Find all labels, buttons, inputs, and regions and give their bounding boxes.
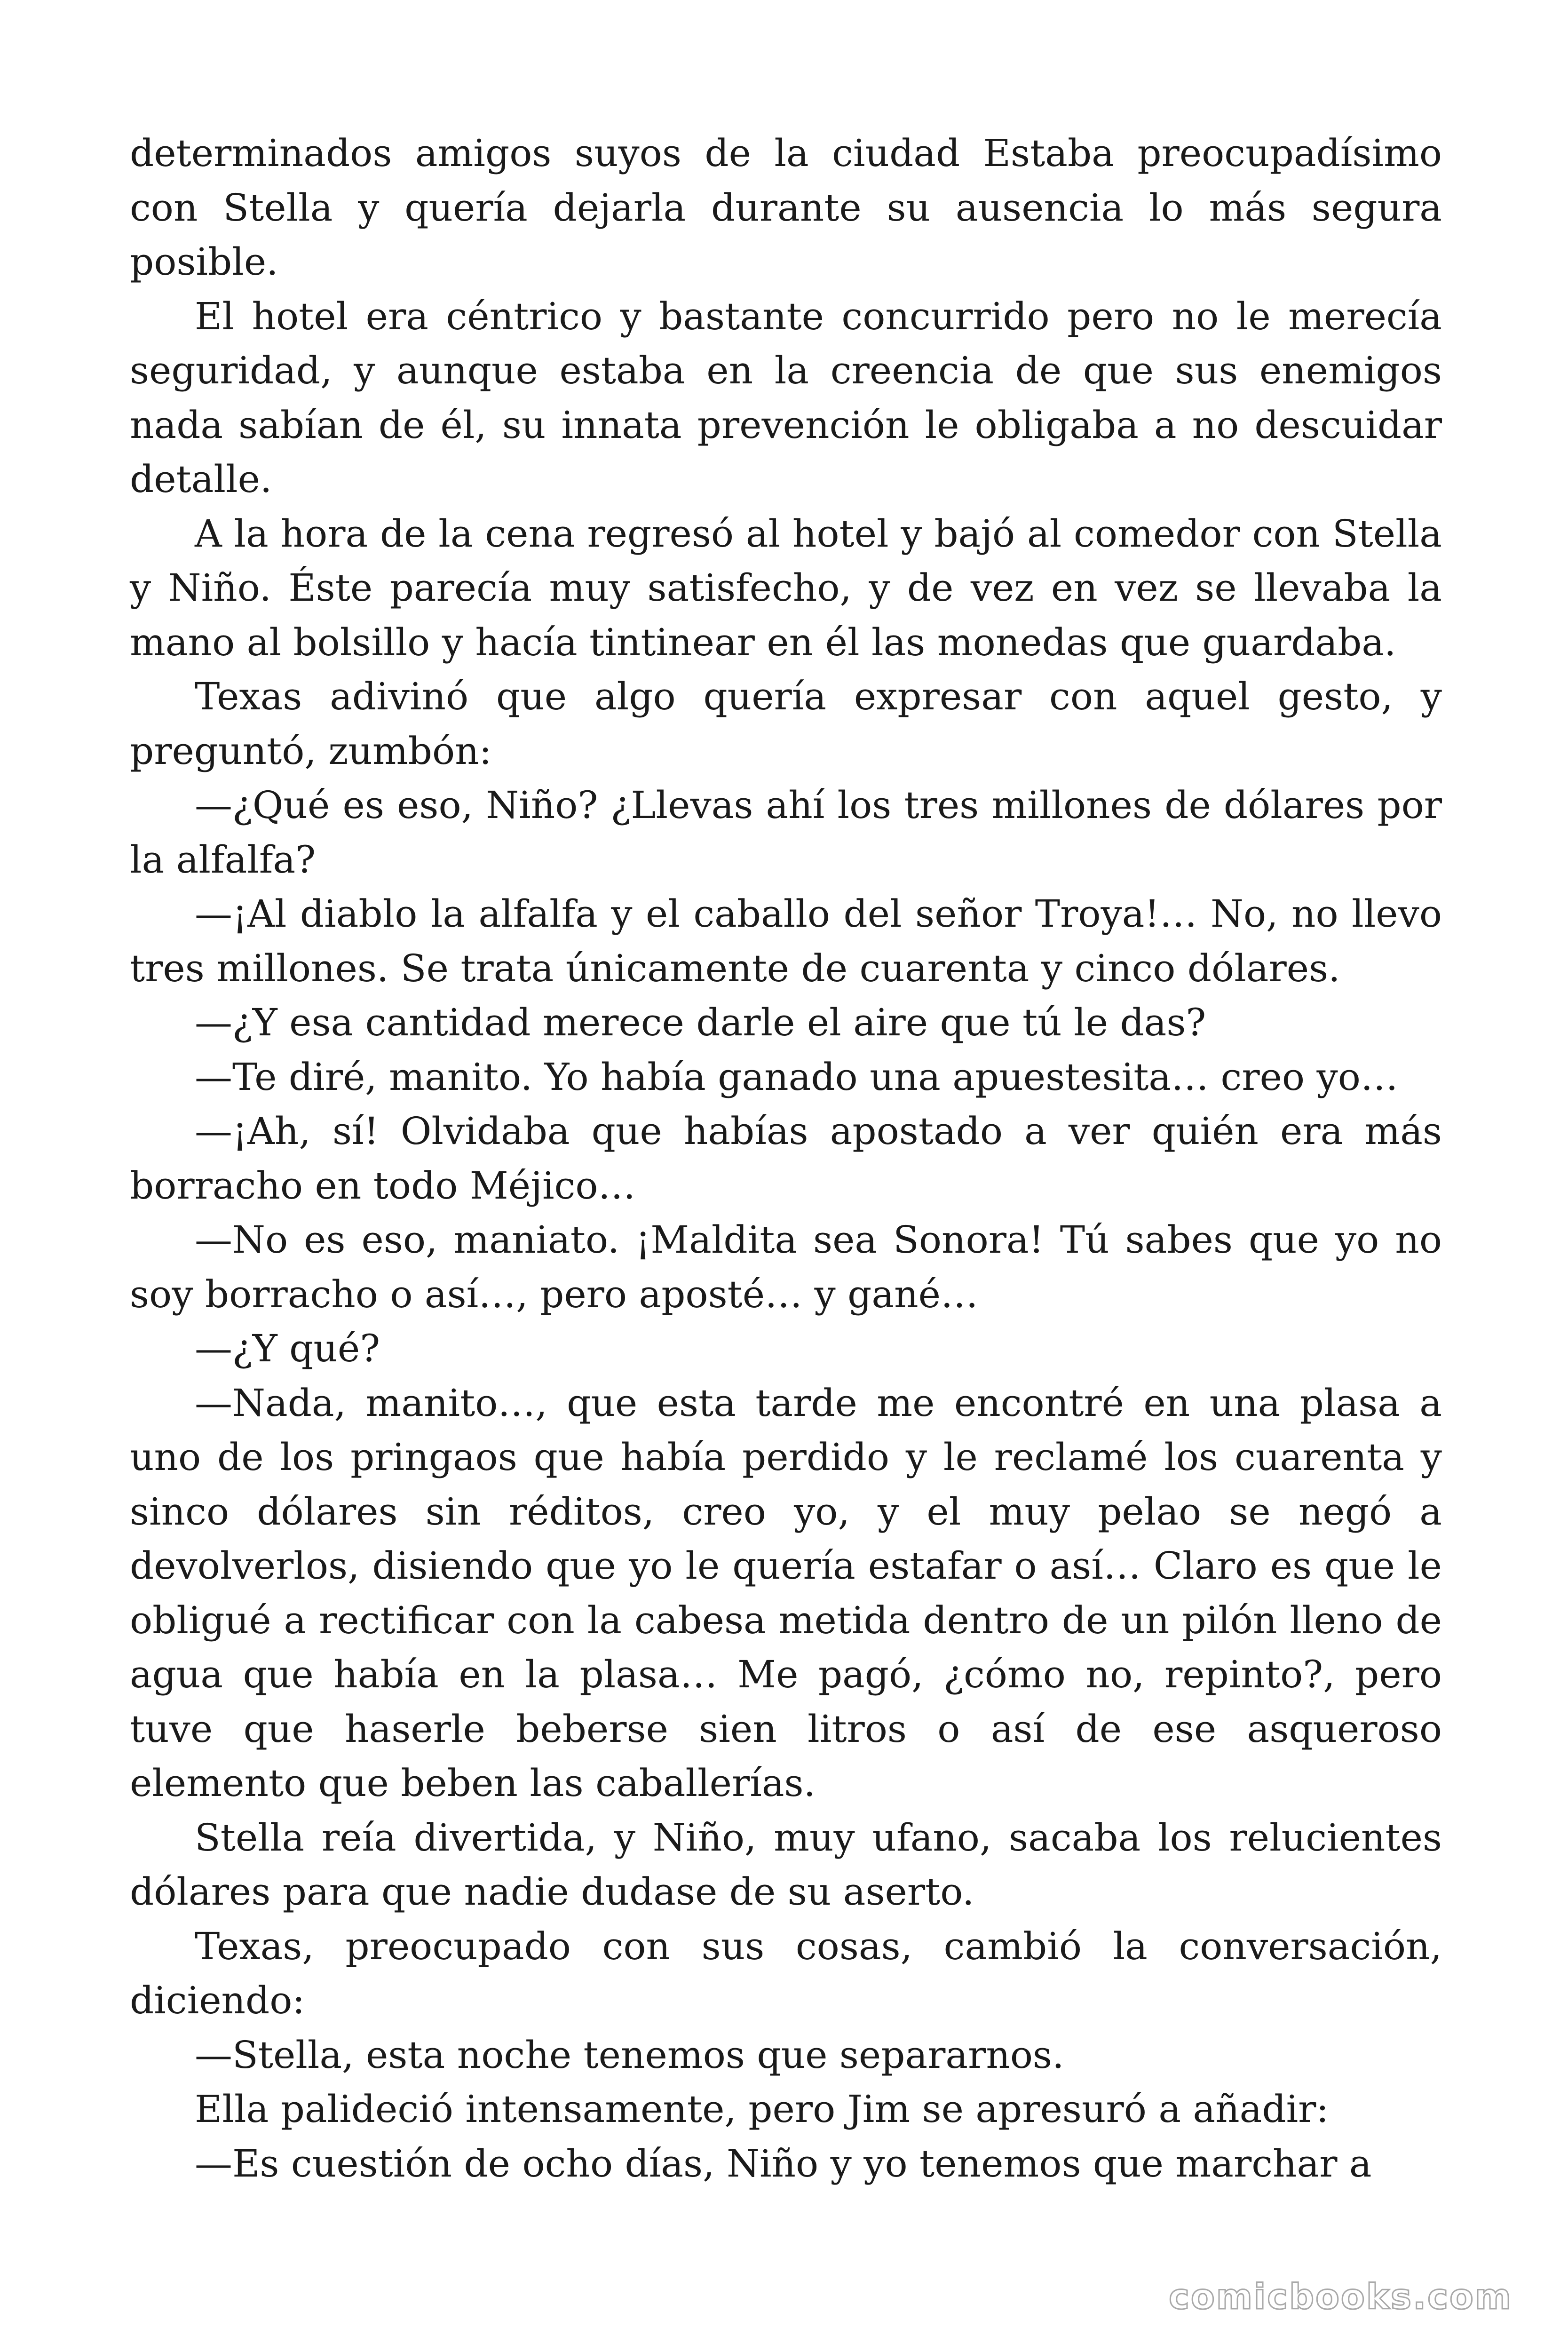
paragraph-4: Texas adivinó que algo quería expresar con aquel gesto, y preguntó, zumbón: xyxy=(130,675,1442,773)
paragraph-5: —¿Qué es eso, Niño? ¿Llevas ahí los tres millones de dólares por la alfalfa? xyxy=(130,783,1442,882)
paragraph-1: determinados amigos suyos de la ciudad Estaba preocupadísimo con Stella y quería dejarla durante su ausencia lo más segura posible. xyxy=(130,131,1442,284)
paragraph-8: —Te diré, manito. Yo había ganado una apuestesita… creo yo… xyxy=(195,1055,1398,1099)
paragraph-7: —¿Y esa cantidad merece darle el aire que tú le das? xyxy=(195,1001,1206,1044)
paragraph-11: —¿Y qué? xyxy=(195,1327,380,1370)
paragraph-14: Texas, preocupado con sus cosas, cambió la conversación, diciendo: xyxy=(130,1924,1442,2022)
watermark: comicbooks.com xyxy=(1169,2277,1513,2317)
paragraph-12: —Nada, manito…, que esta tarde me encontré en una plasa a uno de los pringaos que había perdido y le reclamé los cuarenta y sinco dólares sin réditos, creo yo, y el muy pelao se negó a devolverlos, disiendo que yo le quería estafar o así… Claro es que le obligué a rectificar con la cabesa metida dentro de un pilón lleno de agua que había en la plasa… Me pagó, ¿cómo no, repinto?, pero tuve que haserle beberse sien litros o así de ese asqueroso elemento que beben las caballerías. xyxy=(130,1381,1442,1805)
body-text xyxy=(130,126,1442,2191)
paragraph-3: A la hora de la cena regresó al hotel y bajó al comedor con Stella y Niño. Éste parecía muy satisfecho, y de vez en vez se llevaba la mano al bolsillo y hacía tintinear en él las monedas que guardaba. xyxy=(130,511,1442,664)
paragraph-10: —No es eso, maniato. ¡Maldita sea Sonora! Tú sabes que yo no soy borracho o así…, pero aposté… y gané… xyxy=(130,1218,1442,1316)
paragraph-15: —Stella, esta noche tenemos que separarnos. xyxy=(195,2033,1064,2077)
paragraph-2: El hotel era céntrico y bastante concurrido pero no le merecía seguridad, y aunque estaba en la creencia de que sus enemigos nada sabían de él, su innata prevención le obligaba a no descuidar detalle. xyxy=(130,294,1442,501)
paragraph-13: Stella reía divertida, y Niño, muy ufano, sacaba los relucientes dólares para que nadie dudase de su aserto. xyxy=(130,1815,1442,1914)
paragraph-16: Ella palideció intensamente, pero Jim se apresuró a añadir: xyxy=(195,2087,1329,2131)
paragraph-6: —¡Al diablo la alfalfa y el caballo del señor Troya!… No, no llevo tres millones. Se trata únicamente de cuarenta y cinco dólares. xyxy=(130,892,1442,990)
paragraph-9: —¡Ah, sí! Olvidaba que habías apostado a ver quién era más borracho en todo Méjico… xyxy=(130,1109,1442,1208)
paragraph-17: —Es cuestión de ocho días, Niño y yo tenemos que marchar a xyxy=(195,2141,1372,2185)
